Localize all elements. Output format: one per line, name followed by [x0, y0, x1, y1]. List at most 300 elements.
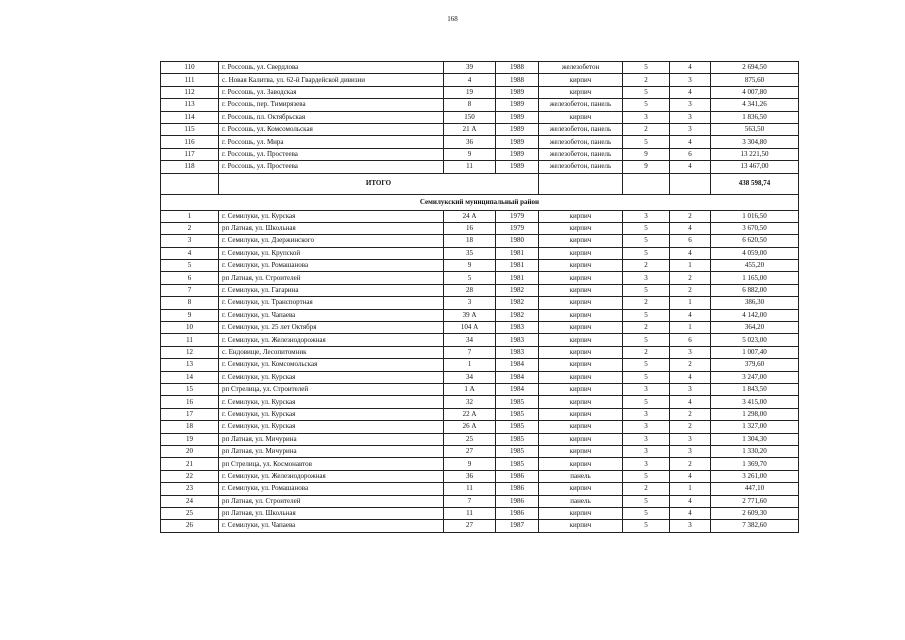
- year-cell: 1979: [496, 210, 539, 222]
- house-number-cell: 36: [444, 136, 496, 148]
- material-cell: железобетон, панель: [539, 161, 623, 173]
- address-cell: г. Семилуки, ул. Курская: [219, 421, 444, 433]
- address-cell: г. Семилуки, ул. Чапаева: [219, 520, 444, 532]
- year-cell: 1986: [496, 470, 539, 482]
- area-cell: 4 059,00: [711, 247, 799, 259]
- entrances-cell: 4: [670, 222, 711, 234]
- house-number-cell: 26 А: [444, 421, 496, 433]
- area-cell: 7 382,60: [711, 520, 799, 532]
- house-number-cell: 11: [444, 161, 496, 173]
- table-row: [161, 136, 799, 148]
- entrances-cell: 1: [670, 297, 711, 309]
- row-number: 14: [161, 371, 219, 383]
- floors-cell: 2: [623, 260, 670, 272]
- house-number-cell: 35: [444, 247, 496, 259]
- table-row: [161, 495, 799, 507]
- area-cell: 13 221,50: [711, 148, 799, 160]
- house-number-cell: 4: [444, 74, 496, 86]
- floors-cell: 3: [623, 272, 670, 284]
- entrances-cell: 3: [670, 383, 711, 395]
- year-cell: 1979: [496, 222, 539, 234]
- floors-cell: 5: [623, 371, 670, 383]
- row-number: 5: [161, 260, 219, 272]
- year-cell: 1988: [496, 74, 539, 86]
- floors-cell: 2: [623, 346, 670, 358]
- row-number: 114: [161, 111, 219, 123]
- material-cell: кирпич: [539, 383, 623, 395]
- address-cell: г. Семилуки, ул. 25 лет Октября: [219, 322, 444, 334]
- material-cell: кирпич: [539, 284, 623, 296]
- row-number: 111: [161, 74, 219, 86]
- floors-cell: 5: [623, 309, 670, 321]
- address-cell: г. Семилуки, ул. Крупской: [219, 247, 444, 259]
- entrances-cell: 3: [670, 445, 711, 457]
- house-number-cell: 22 А: [444, 408, 496, 420]
- house-number-cell: 5: [444, 272, 496, 284]
- address-cell: рп Стрелица, ул. Космонавтов: [219, 458, 444, 470]
- entrances-cell: 3: [670, 123, 711, 135]
- floors-cell: 5: [623, 235, 670, 247]
- house-number-cell: 28: [444, 284, 496, 296]
- address-cell: г. Россошь, пл. Октябрьская: [219, 111, 444, 123]
- address-cell: с. Ендовище, Лесопитомник: [219, 346, 444, 358]
- table-section-bottom: [161, 210, 799, 532]
- table-row: [161, 309, 799, 321]
- entrances-cell: 2: [670, 408, 711, 420]
- material-cell: кирпич: [539, 408, 623, 420]
- row-number: 115: [161, 123, 219, 135]
- table-row: [161, 222, 799, 234]
- entrances-cell: 2: [670, 210, 711, 222]
- year-cell: 1985: [496, 433, 539, 445]
- floors-cell: 3: [623, 408, 670, 420]
- area-cell: 1 304,30: [711, 433, 799, 445]
- floors-cell: 3: [623, 111, 670, 123]
- floors-cell: 5: [623, 99, 670, 111]
- address-cell: рп Латная, ул. Строителей: [219, 495, 444, 507]
- row-number: 13: [161, 359, 219, 371]
- row-number: 21: [161, 458, 219, 470]
- row-number: 8: [161, 297, 219, 309]
- material-cell: железобетон, панель: [539, 148, 623, 160]
- address-cell: г. Россошь, ул. Комсомольская: [219, 123, 444, 135]
- table-row: [161, 371, 799, 383]
- row-number: 3: [161, 235, 219, 247]
- floors-cell: 9: [623, 148, 670, 160]
- address-cell: рп Латная, ул. Строителей: [219, 272, 444, 284]
- entrances-cell: 4: [670, 161, 711, 173]
- area-cell: 6 620,50: [711, 235, 799, 247]
- table-section-total: [161, 173, 799, 210]
- table-row: [161, 62, 799, 74]
- housing-table: [160, 61, 799, 533]
- area-cell: 4 341,26: [711, 99, 799, 111]
- area-cell: 6 882,00: [711, 284, 799, 296]
- year-cell: 1980: [496, 235, 539, 247]
- entrances-cell: 1: [670, 260, 711, 272]
- row-number: 10: [161, 322, 219, 334]
- house-number-cell: 34: [444, 334, 496, 346]
- address-cell: рп Стрелица, ул. Строителей: [219, 383, 444, 395]
- area-cell: 1 007,40: [711, 346, 799, 358]
- table-row: [161, 470, 799, 482]
- area-cell: 364,20: [711, 322, 799, 334]
- entrances-cell: 2: [670, 284, 711, 296]
- material-cell: кирпич: [539, 371, 623, 383]
- floors-cell: 5: [623, 470, 670, 482]
- year-cell: 1983: [496, 346, 539, 358]
- house-number-cell: 36: [444, 470, 496, 482]
- material-cell: кирпич: [539, 309, 623, 321]
- entrances-cell: 4: [670, 371, 711, 383]
- table-row: [161, 284, 799, 296]
- total-empty-cell: [539, 173, 623, 194]
- material-cell: кирпич: [539, 235, 623, 247]
- house-number-cell: 7: [444, 346, 496, 358]
- year-cell: 1989: [496, 86, 539, 98]
- row-number: 25: [161, 507, 219, 519]
- material-cell: кирпич: [539, 334, 623, 346]
- house-number-cell: 9: [444, 458, 496, 470]
- district-header-row: [161, 194, 799, 210]
- table-row: [161, 148, 799, 160]
- house-number-cell: 32: [444, 396, 496, 408]
- floors-cell: 3: [623, 433, 670, 445]
- area-cell: 2 771,60: [711, 495, 799, 507]
- area-cell: 1 330,20: [711, 445, 799, 457]
- material-cell: кирпич: [539, 322, 623, 334]
- total-empty-cell: [670, 173, 711, 194]
- row-number: 118: [161, 161, 219, 173]
- house-number-cell: 3: [444, 297, 496, 309]
- year-cell: 1989: [496, 161, 539, 173]
- entrances-cell: 4: [670, 247, 711, 259]
- area-cell: 563,50: [711, 123, 799, 135]
- year-cell: 1989: [496, 136, 539, 148]
- table-row: [161, 383, 799, 395]
- house-number-cell: 11: [444, 507, 496, 519]
- row-number: 116: [161, 136, 219, 148]
- floors-cell: 3: [623, 383, 670, 395]
- table-row: [161, 235, 799, 247]
- row-number: 26: [161, 520, 219, 532]
- year-cell: 1983: [496, 322, 539, 334]
- entrances-cell: 2: [670, 272, 711, 284]
- address-cell: г. Семилуки, ул. Курская: [219, 210, 444, 222]
- row-number: 24: [161, 495, 219, 507]
- row-number: 17: [161, 408, 219, 420]
- year-cell: 1981: [496, 272, 539, 284]
- area-cell: 13 467,00: [711, 161, 799, 173]
- row-number: 112: [161, 86, 219, 98]
- entrances-cell: 3: [670, 111, 711, 123]
- material-cell: железобетон, панель: [539, 123, 623, 135]
- house-number-cell: 19: [444, 86, 496, 98]
- material-cell: железобетон: [539, 62, 623, 74]
- year-cell: 1989: [496, 148, 539, 160]
- table-row: [161, 210, 799, 222]
- address-cell: г. Россошь, пер. Тимирязева: [219, 99, 444, 111]
- floors-cell: 2: [623, 74, 670, 86]
- address-cell: г. Россошь, ул. Простеева: [219, 148, 444, 160]
- address-cell: г. Россошь, ул. Мира: [219, 136, 444, 148]
- row-number: 4: [161, 247, 219, 259]
- entrances-cell: 2: [670, 421, 711, 433]
- table-row: [161, 86, 799, 98]
- year-cell: 1986: [496, 507, 539, 519]
- material-cell: панель: [539, 495, 623, 507]
- area-cell: 1 298,00: [711, 408, 799, 420]
- table-row: [161, 74, 799, 86]
- house-number-cell: 24 А: [444, 210, 496, 222]
- material-cell: кирпич: [539, 74, 623, 86]
- floors-cell: 5: [623, 507, 670, 519]
- table-row: [161, 346, 799, 358]
- entrances-cell: 4: [670, 62, 711, 74]
- address-cell: г. Семилуки, ул. Железнодорожная: [219, 470, 444, 482]
- house-number-cell: 104 А: [444, 322, 496, 334]
- entrances-cell: 3: [670, 433, 711, 445]
- floors-cell: 3: [623, 421, 670, 433]
- floors-cell: 5: [623, 136, 670, 148]
- material-cell: кирпич: [539, 445, 623, 457]
- house-number-cell: 11: [444, 483, 496, 495]
- year-cell: 1989: [496, 123, 539, 135]
- year-cell: 1987: [496, 520, 539, 532]
- floors-cell: 5: [623, 396, 670, 408]
- area-cell: 379,60: [711, 359, 799, 371]
- area-cell: 5 023,00: [711, 334, 799, 346]
- district-title: Семилукский муниципальный район: [161, 194, 799, 210]
- year-cell: 1985: [496, 408, 539, 420]
- house-number-cell: 34: [444, 371, 496, 383]
- material-cell: кирпич: [539, 222, 623, 234]
- year-cell: 1984: [496, 371, 539, 383]
- row-number: 20: [161, 445, 219, 457]
- table-row: [161, 297, 799, 309]
- material-cell: железобетон, панель: [539, 136, 623, 148]
- entrances-cell: 1: [670, 483, 711, 495]
- row-number: 7: [161, 284, 219, 296]
- year-cell: 1986: [496, 483, 539, 495]
- material-cell: кирпич: [539, 433, 623, 445]
- house-number-cell: 16: [444, 222, 496, 234]
- table-row: [161, 408, 799, 420]
- row-number: 113: [161, 99, 219, 111]
- total-empty-cell: [623, 173, 670, 194]
- table-row: [161, 507, 799, 519]
- house-number-cell: 21 А: [444, 123, 496, 135]
- floors-cell: 5: [623, 222, 670, 234]
- year-cell: 1985: [496, 458, 539, 470]
- table-row: [161, 111, 799, 123]
- address-cell: г. Семилуки, ул. Ромашанова: [219, 260, 444, 272]
- floors-cell: 3: [623, 458, 670, 470]
- entrances-cell: 4: [670, 396, 711, 408]
- entrances-cell: 1: [670, 322, 711, 334]
- address-cell: г. Семилуки, ул. Курская: [219, 396, 444, 408]
- floors-cell: 5: [623, 62, 670, 74]
- material-cell: кирпич: [539, 346, 623, 358]
- entrances-cell: 2: [670, 359, 711, 371]
- table-row: [161, 359, 799, 371]
- table-row: [161, 421, 799, 433]
- address-cell: рп Латная, ул. Мичурина: [219, 445, 444, 457]
- material-cell: кирпич: [539, 421, 623, 433]
- year-cell: 1985: [496, 421, 539, 433]
- table-row: [161, 247, 799, 259]
- row-number: 11: [161, 334, 219, 346]
- area-cell: 1 843,50: [711, 383, 799, 395]
- material-cell: железобетон, панель: [539, 99, 623, 111]
- table-row: [161, 99, 799, 111]
- entrances-cell: 4: [670, 470, 711, 482]
- address-cell: г. Семилуки, ул. Комсомольская: [219, 359, 444, 371]
- area-cell: 1 836,50: [711, 111, 799, 123]
- total-row: [161, 173, 799, 194]
- house-number-cell: 9: [444, 148, 496, 160]
- year-cell: 1986: [496, 495, 539, 507]
- entrances-cell: 4: [670, 309, 711, 321]
- year-cell: 1989: [496, 99, 539, 111]
- year-cell: 1985: [496, 396, 539, 408]
- row-number: 1: [161, 210, 219, 222]
- material-cell: панель: [539, 470, 623, 482]
- floors-cell: 5: [623, 359, 670, 371]
- floors-cell: 2: [623, 322, 670, 334]
- address-cell: г. Россошь, ул. Простеева: [219, 161, 444, 173]
- year-cell: 1989: [496, 111, 539, 123]
- total-area: 438 598,74: [711, 173, 799, 194]
- floors-cell: 3: [623, 210, 670, 222]
- address-cell: г. Семилуки, ул. Курская: [219, 371, 444, 383]
- year-cell: 1988: [496, 62, 539, 74]
- year-cell: 1982: [496, 297, 539, 309]
- floors-cell: 5: [623, 520, 670, 532]
- floors-cell: 5: [623, 247, 670, 259]
- year-cell: 1981: [496, 247, 539, 259]
- year-cell: 1982: [496, 284, 539, 296]
- material-cell: кирпич: [539, 520, 623, 532]
- area-cell: 2 694,50: [711, 62, 799, 74]
- area-cell: 3 670,50: [711, 222, 799, 234]
- table-row: [161, 161, 799, 173]
- address-cell: г. Семилуки, ул. Железнодорожная: [219, 334, 444, 346]
- year-cell: 1981: [496, 260, 539, 272]
- floors-cell: 5: [623, 86, 670, 98]
- table-row: [161, 520, 799, 532]
- floors-cell: 5: [623, 284, 670, 296]
- material-cell: кирпич: [539, 210, 623, 222]
- table-row: [161, 334, 799, 346]
- table-row: [161, 322, 799, 334]
- material-cell: кирпич: [539, 260, 623, 272]
- row-number: 19: [161, 433, 219, 445]
- row-number: 15: [161, 383, 219, 395]
- house-number-cell: 7: [444, 495, 496, 507]
- address-cell: г. Семилуки, ул. Дзержинского: [219, 235, 444, 247]
- floors-cell: 5: [623, 334, 670, 346]
- house-number-cell: 1 А: [444, 383, 496, 395]
- area-cell: 3 261,00: [711, 470, 799, 482]
- year-cell: 1985: [496, 445, 539, 457]
- table-row: [161, 123, 799, 135]
- floors-cell: 3: [623, 445, 670, 457]
- address-cell: г. Семилуки, ул. Гагарина: [219, 284, 444, 296]
- house-number-cell: 39 А: [444, 309, 496, 321]
- material-cell: кирпич: [539, 247, 623, 259]
- floors-cell: 5: [623, 495, 670, 507]
- row-number: 117: [161, 148, 219, 160]
- house-number-cell: 1: [444, 359, 496, 371]
- table-row: [161, 483, 799, 495]
- row-number: 23: [161, 483, 219, 495]
- house-number-cell: 27: [444, 445, 496, 457]
- entrances-cell: 4: [670, 495, 711, 507]
- address-cell: г. Россошь, ул. Свердлова: [219, 62, 444, 74]
- material-cell: кирпич: [539, 297, 623, 309]
- house-number-cell: 27: [444, 520, 496, 532]
- address-cell: г. Семилуки, ул. Транспортная: [219, 297, 444, 309]
- area-cell: 3 415,00: [711, 396, 799, 408]
- material-cell: кирпич: [539, 396, 623, 408]
- material-cell: кирпич: [539, 86, 623, 98]
- house-number-cell: 8: [444, 99, 496, 111]
- row-number: 6: [161, 272, 219, 284]
- total-empty-cell: [161, 173, 219, 194]
- area-cell: 455,20: [711, 260, 799, 272]
- material-cell: кирпич: [539, 507, 623, 519]
- table-row: [161, 272, 799, 284]
- year-cell: 1982: [496, 309, 539, 321]
- year-cell: 1984: [496, 359, 539, 371]
- address-cell: г. Семилуки, ул. Чапаева: [219, 309, 444, 321]
- area-cell: 386,30: [711, 297, 799, 309]
- entrances-cell: 2: [670, 458, 711, 470]
- year-cell: 1983: [496, 334, 539, 346]
- row-number: 110: [161, 62, 219, 74]
- entrances-cell: 4: [670, 86, 711, 98]
- entrances-cell: 6: [670, 334, 711, 346]
- area-cell: 1 165,00: [711, 272, 799, 284]
- address-cell: рп Латная, ул. Школьная: [219, 222, 444, 234]
- table-row: [161, 445, 799, 457]
- material-cell: кирпич: [539, 458, 623, 470]
- address-cell: с. Новая Калитва, ул. 62-й Гвардейской дивизии: [219, 74, 444, 86]
- area-cell: 447,10: [711, 483, 799, 495]
- entrances-cell: 6: [670, 235, 711, 247]
- address-cell: г. Россошь, ул. Заводская: [219, 86, 444, 98]
- entrances-cell: 4: [670, 136, 711, 148]
- table-section-top: [161, 62, 799, 174]
- total-label: ИТОГО: [219, 173, 539, 194]
- area-cell: 875,60: [711, 74, 799, 86]
- house-number-cell: 150: [444, 111, 496, 123]
- address-cell: г. Семилуки, ул. Ромашанова: [219, 483, 444, 495]
- entrances-cell: 3: [670, 74, 711, 86]
- house-number-cell: 25: [444, 433, 496, 445]
- house-number-cell: 18: [444, 235, 496, 247]
- entrances-cell: 4: [670, 507, 711, 519]
- row-number: 2: [161, 222, 219, 234]
- row-number: 12: [161, 346, 219, 358]
- material-cell: кирпич: [539, 272, 623, 284]
- row-number: 22: [161, 470, 219, 482]
- entrances-cell: 3: [670, 346, 711, 358]
- year-cell: 1984: [496, 383, 539, 395]
- material-cell: кирпич: [539, 359, 623, 371]
- floors-cell: 2: [623, 123, 670, 135]
